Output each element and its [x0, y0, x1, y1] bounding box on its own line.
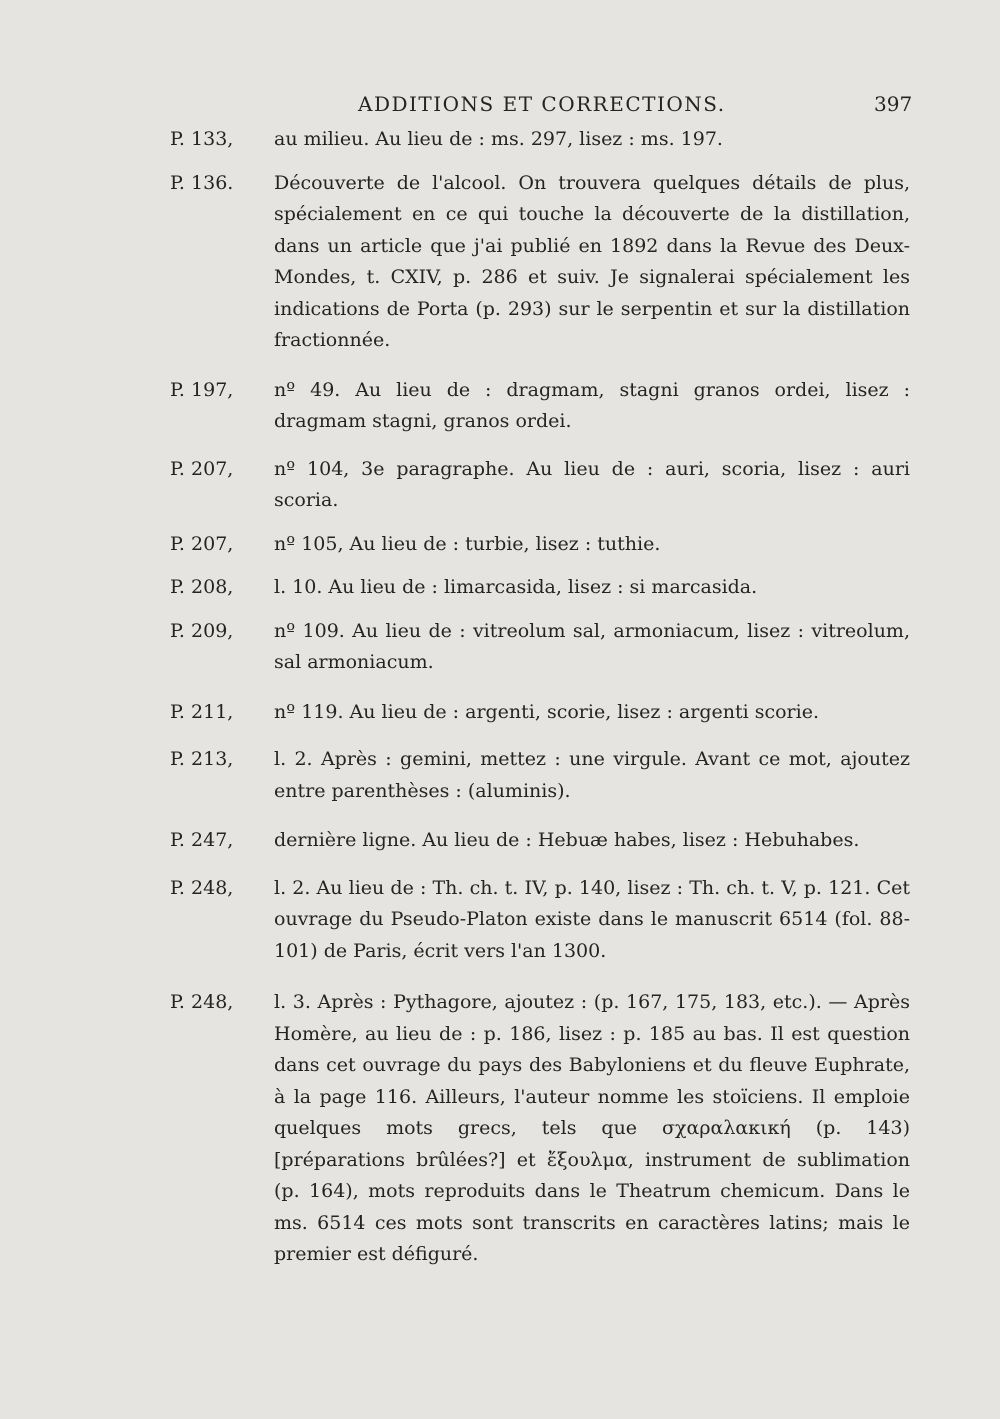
corrections-list	[170, 124, 910, 1271]
entry-text: au milieu. Au lieu de : ms. 297, lisez : ms. 197.	[274, 128, 723, 150]
correction-entry	[170, 616, 910, 679]
correction-entry	[170, 124, 910, 156]
entry-text: nº 109. Au lieu de : vitreolum sal, armoniacum, lisez : vitreolum, sal armoniacum.	[274, 619, 910, 673]
correction-entry	[170, 697, 910, 729]
entry-reference: P. 248,	[170, 991, 234, 1013]
correction-entry	[170, 454, 910, 517]
entry-text: l. 2. Après : gemini, mettez : une virgule. Avant ce mot, ajoutez entre parenthèses : (aluminis).	[274, 748, 910, 802]
entry-reference: P. 207,	[170, 457, 234, 480]
entry-text: l. 10. Au lieu de : limarcasida, lisez : si marcasida.	[274, 576, 758, 598]
entry-reference: P. 136.	[170, 171, 234, 194]
entry-reference: P. 133,	[170, 128, 234, 150]
entry-reference: P. 247,	[170, 829, 234, 851]
entry-text: dernière ligne. Au lieu de : Hebuæ habes, lisez : Hebuhabes.	[274, 829, 860, 851]
correction-entry	[170, 987, 910, 1271]
correction-entry	[170, 375, 910, 438]
entry-reference: P. 211,	[170, 700, 234, 723]
correction-entry	[170, 168, 910, 357]
entry-reference: P. 208,	[170, 576, 234, 598]
entry-reference: P. 197,	[170, 378, 234, 401]
correction-entry	[170, 825, 910, 857]
entry-text: nº 49. Au lieu de : dragmam, stagni granos ordei, lisez : dragmam stagni, granos ordei.	[274, 378, 910, 432]
entry-text: l. 2. Au lieu de : Th. ch. t. IV, p. 140, lisez : Th. ch. t. V, p. 121. Cet ouvrage du Pseudo-Platon existe dans le manuscrit 6514 (fol. 88-101) de Paris, écrit vers l'an 1300.	[274, 876, 910, 962]
correction-entry	[170, 744, 910, 807]
entry-reference: P. 248,	[170, 876, 234, 899]
running-head: ADDITIONS ET CORRECTIONS.	[358, 92, 726, 116]
entry-text: nº 119. Au lieu de : argenti, scorie, lisez : argenti scorie.	[274, 700, 819, 723]
entry-reference: P. 209,	[170, 619, 234, 642]
entry-text: Découverte de l'alcool. On trouvera quelques détails de plus, spécialement en ce qui touche la découverte de la distillation, dans un article que j'ai publié en 1892 dans la Revue des Deux-Mondes, t. CXIV, p. 286 et suiv. Je signalerai spécialement les indications de Porta (p. 293) sur le serpentin et sur la distillation fractionnée.	[274, 171, 910, 351]
entry-reference: P. 207,	[170, 532, 234, 555]
correction-entry	[170, 873, 910, 968]
page-number: 397	[874, 92, 913, 116]
entry-text: nº 105, Au lieu de : turbie, lisez : tuthie.	[274, 532, 661, 555]
correction-entry	[170, 572, 910, 604]
entry-text: l. 3. Après : Pythagore, ajoutez : (p. 167, 175, 183, etc.). — Après Homère, au lieu de : p. 186, lisez : p. 185 au bas. Il est question dans cet ouvrage du pays des Babyloniens et du fleuve Euphrate, à la page 116. Ailleurs, l'auteur nomme les stoïciens. Il emploie quelques mots grecs, tels que σχαραλακική (p. 143) [préparations brûlées?] et ἔξουλμα, instrument de sublimation (p. 164), mots reproduits dans le Theatrum chemicum. Dans le ms. 6514 ces mots sont transcrits en caractères latins; mais le premier est défiguré.	[274, 991, 910, 1265]
entry-reference: P. 213,	[170, 748, 234, 770]
correction-entry	[170, 529, 910, 561]
entry-text: nº 104, 3e paragraphe. Au lieu de : auri, scoria, lisez : auri scoria.	[274, 457, 910, 511]
